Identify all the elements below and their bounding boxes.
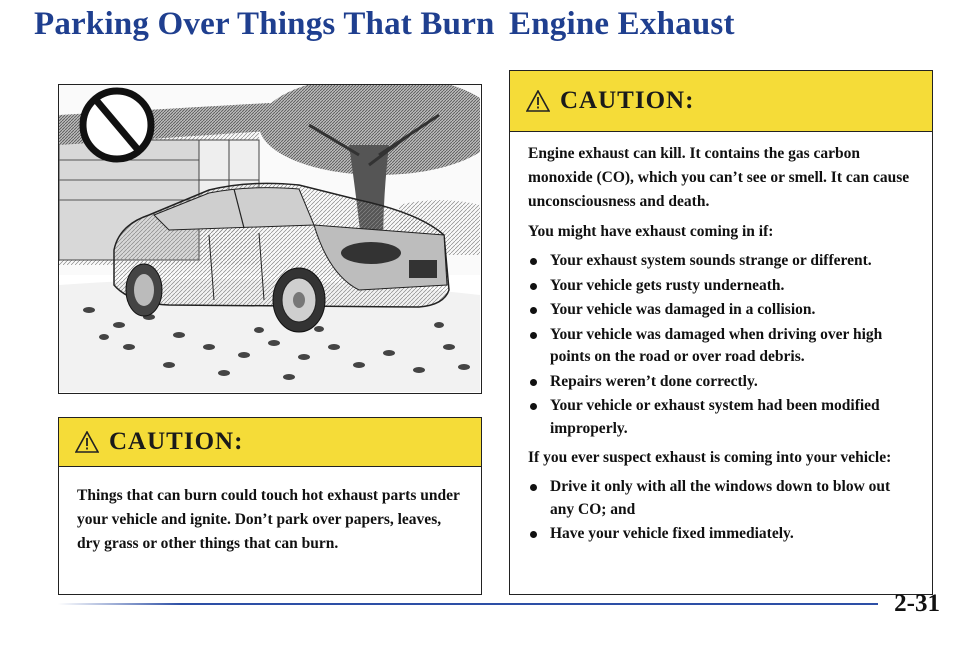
list-intro: If you ever suspect exhaust is coming into your vehicle:	[528, 449, 892, 466]
caution-header	[59, 418, 481, 467]
exhaust-actions-list	[528, 476, 914, 546]
warning-triangle-icon	[75, 431, 99, 453]
list-item: Your vehicle was damaged in a collision.	[528, 299, 914, 322]
warning-triangle-icon	[526, 90, 550, 112]
list-item: Your vehicle or exhaust system had been modified improperly.	[528, 395, 914, 440]
exhaust-signs-list	[528, 250, 914, 440]
list-item: Drive it only with all the windows down to blow out any CO; and	[528, 476, 914, 521]
caution-title: CAUTION:	[560, 87, 695, 114]
list-item: Have your vehicle fixed immediately.	[528, 523, 914, 546]
section-heading-parking: Parking Over Things That Burn	[34, 6, 495, 42]
caution-body	[59, 467, 481, 556]
list-item: Your vehicle was damaged when driving over high points on the road or over road debris.	[528, 324, 914, 369]
page-number: 2-31	[894, 590, 940, 617]
section-heading-engine-exhaust: Engine Exhaust	[509, 6, 735, 42]
footer-rule	[58, 603, 878, 605]
list-item: Your exhaust system sounds strange or different.	[528, 250, 914, 273]
car-illustration-svg	[59, 85, 480, 392]
caution-body	[510, 132, 932, 546]
caution-box-engine-exhaust	[509, 70, 933, 595]
caution-title: CAUTION:	[109, 428, 244, 455]
caution-header	[510, 71, 932, 132]
list-item: Repairs weren’t done correctly.	[528, 371, 914, 394]
list-intro: You might have exhaust coming in if:	[528, 223, 774, 240]
list-item: Your vehicle gets rusty underneath.	[528, 275, 914, 298]
caution-box-parking	[58, 417, 482, 595]
car-over-leaves-illustration	[58, 84, 482, 394]
caution-intro: Engine exhaust can kill. It contains the gas carbon monoxide (CO), which you can’t see or smell. It can cause unconsciousness and death.	[528, 145, 910, 210]
caution-text: Things that can burn could touch hot exhaust parts under your vehicle and ignite. Don’t park over papers, leaves, dry grass or other things that can burn.	[77, 487, 460, 552]
prohibition-icon	[83, 91, 151, 159]
